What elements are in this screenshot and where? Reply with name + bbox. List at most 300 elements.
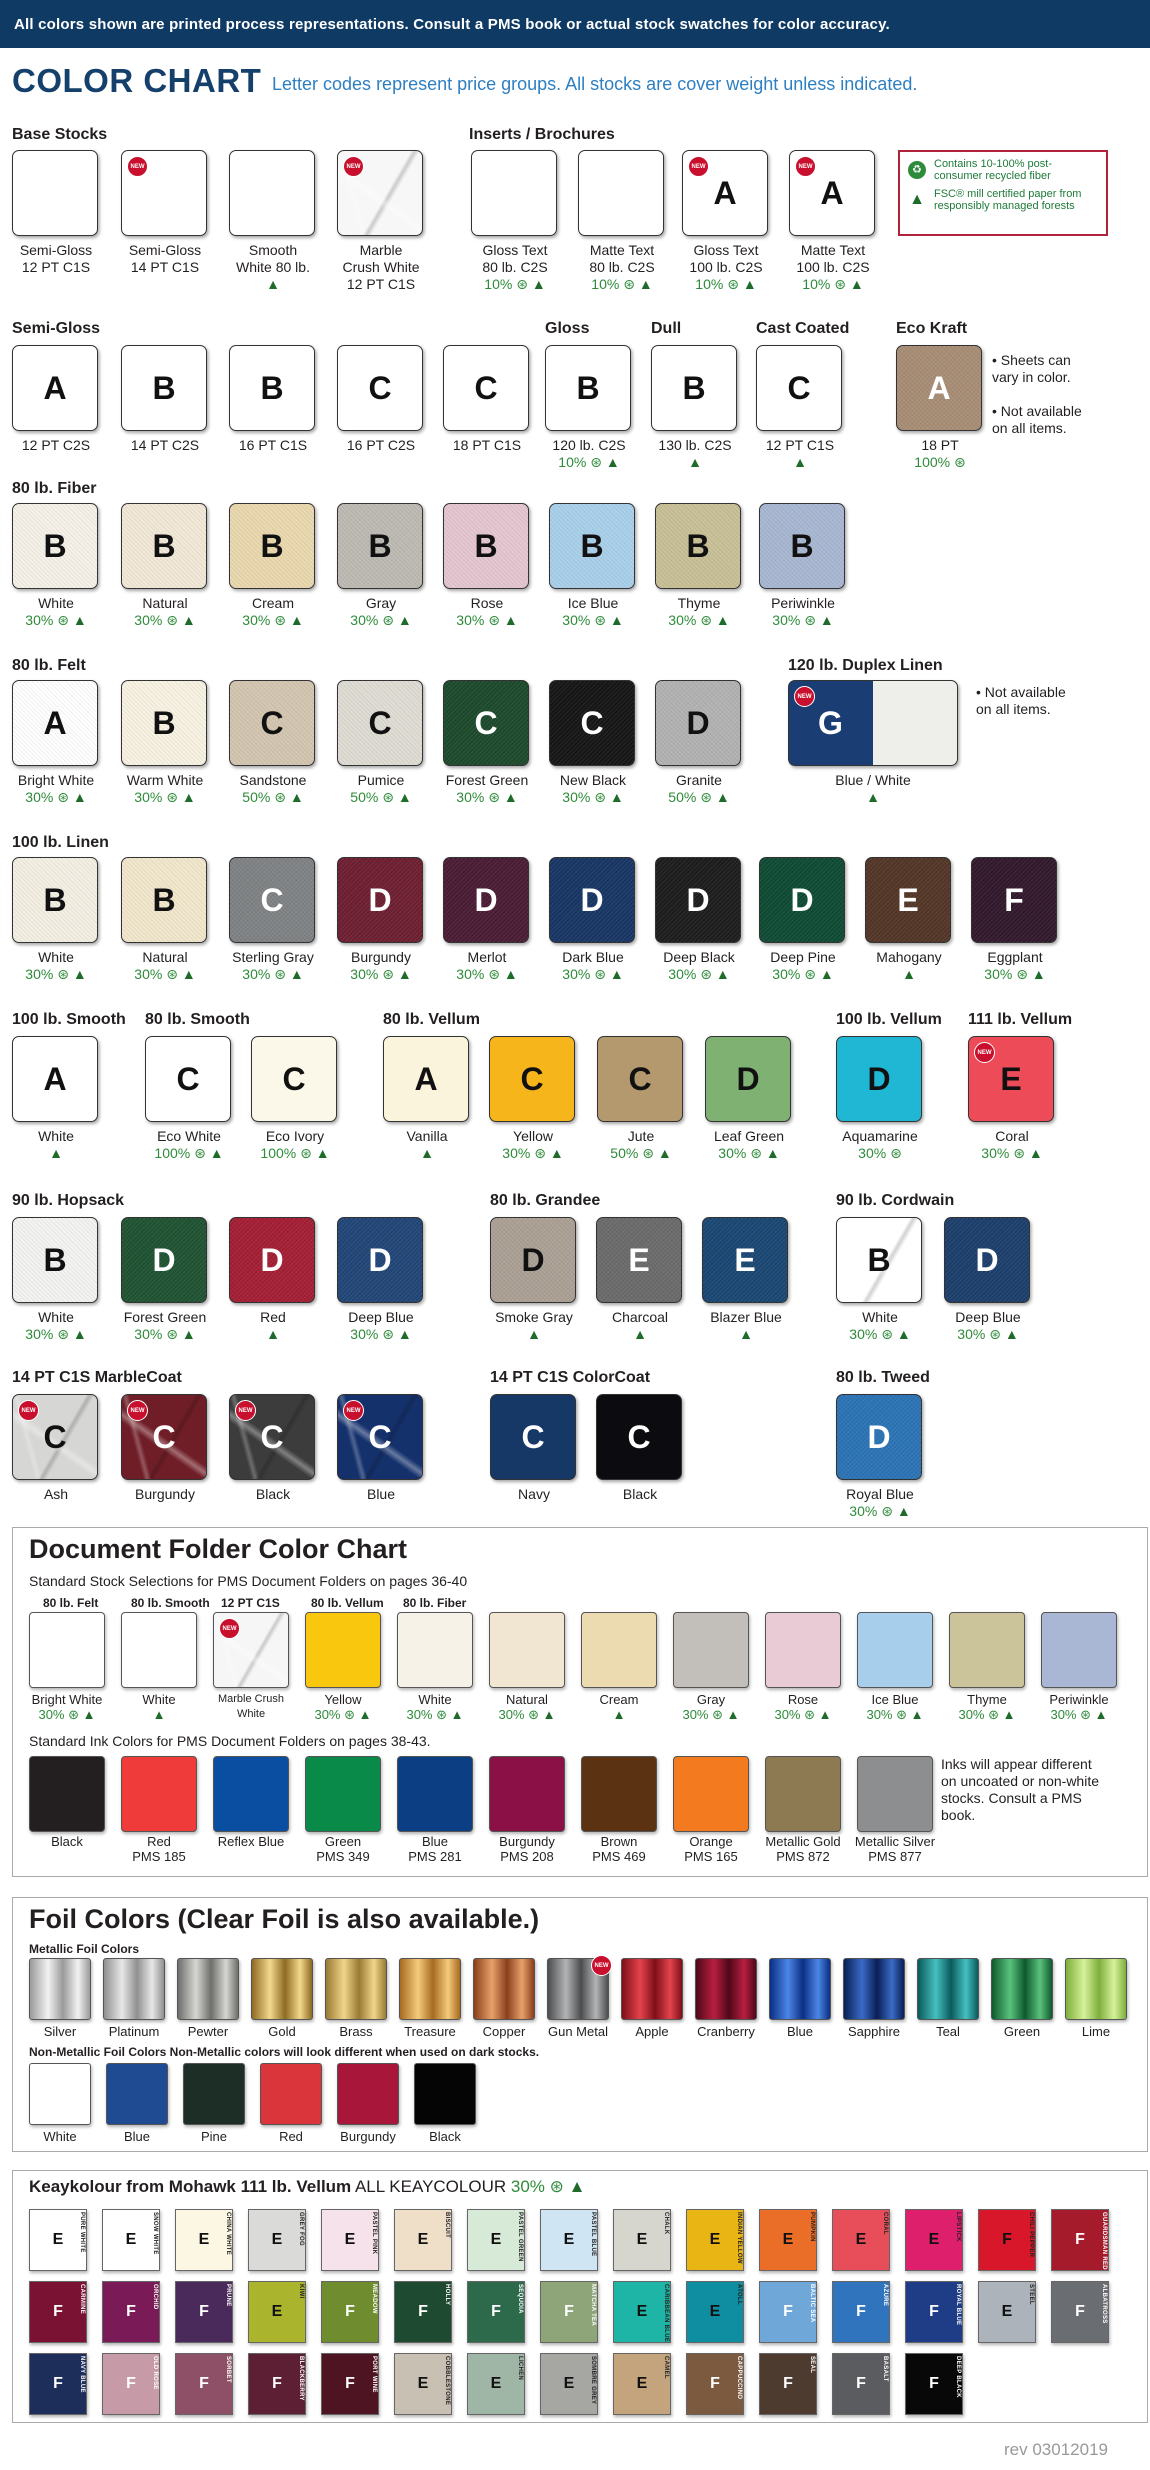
ink-swatch xyxy=(673,1756,749,1832)
keaykolour-name: SNOW WHITE xyxy=(152,2212,158,2255)
recycled-icon: ⊛ xyxy=(1080,1707,1092,1722)
price-group-letter: B xyxy=(43,1241,67,1278)
new-badge: NEW xyxy=(688,156,709,177)
price-group-letter: F xyxy=(564,2303,574,2320)
fsc-tree-icon: ▲ xyxy=(181,1326,196,1342)
ink-name: Green xyxy=(324,1834,362,1849)
price-group-letter: B xyxy=(260,527,284,564)
price-group-letter: F xyxy=(1002,2231,1012,2248)
price-group-letter: B xyxy=(152,881,176,918)
note-line: • Not available xyxy=(992,403,1082,419)
eco-line xyxy=(321,612,441,629)
recycled-percent: 30% xyxy=(134,789,167,805)
stock-name-line: 130 lb. C2S xyxy=(658,437,732,453)
keaykolour-name: DEEP BLACK xyxy=(955,2356,961,2398)
stock-name-line: New Black xyxy=(559,772,627,788)
ink-name: PMS 469 xyxy=(592,1849,646,1864)
fsc-tree-icon: ▲ xyxy=(896,1326,911,1342)
eco-line xyxy=(533,612,653,629)
stock-swatch xyxy=(337,150,423,236)
eco-line xyxy=(847,1707,943,1722)
fsc-tree-icon: ▲ xyxy=(765,1145,780,1161)
doc-stock-name: White xyxy=(142,1692,176,1707)
recycled-icon: ⊛ xyxy=(549,2177,564,2196)
fsc-tree-icon: ▲ xyxy=(742,276,757,292)
recycled-icon: ⊛ xyxy=(590,454,602,470)
stock-label xyxy=(533,595,653,629)
eco-line xyxy=(0,966,116,983)
price-group-letter: E xyxy=(417,2375,429,2392)
recycled-icon: ⊛ xyxy=(594,612,606,628)
recycled-icon: ⊛ xyxy=(881,1503,893,1519)
doc-stock-swatch xyxy=(489,1612,565,1688)
keaykolour-name: CHALK xyxy=(663,2212,669,2235)
price-group-letter: F xyxy=(856,2375,866,2392)
stock-name-line: Matte Text xyxy=(800,242,866,258)
stock-name-line: Charcoal xyxy=(611,1309,669,1325)
foil-label: Platinum xyxy=(108,2024,160,2039)
recycled-percent: 30% xyxy=(134,612,167,628)
stock-name-line: 100 lb. C2S xyxy=(796,259,870,275)
stock-name-line: Sandstone xyxy=(239,772,307,788)
keaykolour-name: PASTEL GREEN xyxy=(517,2212,523,2262)
stock-name-line: Matte Text xyxy=(589,242,655,258)
note-line: • Sheets can xyxy=(992,352,1071,368)
stock-swatch xyxy=(12,1217,98,1303)
section-header: Dull xyxy=(651,320,682,337)
recycled-percent: 30% xyxy=(25,789,58,805)
section-header: 90 lb. Hopsack xyxy=(12,1192,125,1209)
stock-label xyxy=(105,1309,225,1343)
stock-label xyxy=(773,242,893,293)
stock-label xyxy=(580,1309,700,1343)
fsc-tree-icon: ▲ xyxy=(896,1503,911,1519)
doc-stock-label xyxy=(19,1692,115,1722)
stock-name-line: Yellow xyxy=(513,1128,553,1144)
recycled-icon: ⊛ xyxy=(57,789,69,805)
recycled-icon: ⊛ xyxy=(700,966,712,982)
stock-label xyxy=(213,242,333,293)
nonmetallic-foil-swatch xyxy=(106,2063,168,2125)
foil-label: Gold xyxy=(268,2024,296,2039)
stock-name-line: Warm White xyxy=(126,772,204,788)
keaykolour-name: CAPPUCCINO xyxy=(736,2356,742,2400)
stock-swatch xyxy=(443,345,529,431)
stock-label xyxy=(635,437,755,471)
price-group-letter: C xyxy=(282,1060,306,1097)
price-group-letter: D xyxy=(580,881,604,918)
price-group-letter: E xyxy=(734,1241,756,1278)
recycled-percent: 30% xyxy=(456,612,489,628)
ink-label xyxy=(111,1834,207,1864)
foil-label: Teal xyxy=(936,2024,960,2039)
keaykolour-swatch xyxy=(832,2281,890,2343)
section-header: Cast Coated xyxy=(756,320,850,337)
eco-line xyxy=(820,1503,940,1520)
keaykolour-name: NAVY BLUE xyxy=(79,2356,85,2393)
nonmetallic-foil-swatch xyxy=(414,2063,476,2125)
recycled-percent: 30% xyxy=(981,1145,1014,1161)
recycled-percent: 30% xyxy=(406,1707,437,1722)
keaykolour-name: COBBLESTONE xyxy=(444,2356,450,2406)
doc-stock-swatch xyxy=(397,1612,473,1688)
stock-label xyxy=(581,1128,701,1162)
price-group-letter: E xyxy=(417,2231,429,2248)
ink-name: Red xyxy=(147,1834,171,1849)
keay-pct: 30% xyxy=(510,2177,545,2196)
stock-name-line: 16 PT C2S xyxy=(346,437,416,453)
foil-label: Sapphire xyxy=(847,2024,901,2039)
stock-name-line: Gloss Text xyxy=(693,242,759,258)
nonmetallic-foil-swatch xyxy=(260,2063,322,2125)
fsc-tree-icon: ▲ xyxy=(72,966,87,982)
keaykolour-name: PURE WHITE xyxy=(79,2212,85,2253)
keaykolour-swatch xyxy=(613,2209,671,2271)
price-group-letter: D xyxy=(474,881,498,918)
recycled-icon: ⊛ xyxy=(274,966,286,982)
eco-line xyxy=(0,1145,116,1162)
keaykolour-name: AZURE xyxy=(882,2284,888,2307)
recycled-percent: 30% xyxy=(562,966,595,982)
recycled-percent: 30% xyxy=(849,1326,882,1342)
keaykolour-swatch xyxy=(905,2353,963,2415)
stock-name-line: Dark Blue xyxy=(562,949,624,965)
foil-label: Burgundy xyxy=(340,2129,396,2144)
recycled-percent: 10% xyxy=(802,276,835,292)
price-group-letter: E xyxy=(1001,2303,1013,2320)
stock-label xyxy=(820,1128,940,1162)
keaykolour-swatch xyxy=(248,2209,306,2271)
recycled-icon: ⊛ xyxy=(57,1326,69,1342)
stock-name-line: Burgundy xyxy=(351,949,411,965)
stock-swatch xyxy=(597,1036,683,1122)
fsc-tree-icon: ▲ xyxy=(542,1707,556,1722)
price-group-letter: A xyxy=(820,174,844,211)
keaykolour-name: ROYAL BLUE xyxy=(955,2284,961,2326)
stock-swatch xyxy=(489,1036,575,1122)
eco-line xyxy=(955,966,1075,983)
doc-stock-label xyxy=(847,1692,943,1722)
stock-swatch xyxy=(121,150,207,236)
stock-swatch xyxy=(443,680,529,766)
keaykolour-swatch xyxy=(759,2353,817,2415)
ink-note-line: book. xyxy=(941,1807,976,1823)
stock-label xyxy=(0,1486,116,1503)
keay-all: ALL KEAYCOLOUR xyxy=(354,2177,507,2196)
price-group-letter: A xyxy=(43,1060,67,1097)
recycled-percent: 10% xyxy=(695,276,728,292)
section-header: 80 lb. Fiber xyxy=(12,480,97,497)
recycled-icon: ⊛ xyxy=(881,1326,893,1342)
recycled-percent: 10% xyxy=(558,454,591,470)
keaykolour-name: CHINA WHITE xyxy=(225,2212,231,2256)
stock-label xyxy=(0,242,116,276)
price-group-letter: D xyxy=(790,881,814,918)
foil-label: White xyxy=(43,2129,77,2144)
foil-label: Black xyxy=(429,2129,461,2144)
eco-line xyxy=(473,1145,593,1162)
recycled-icon: ⊛ xyxy=(344,1707,356,1722)
recycled-icon: ⊛ xyxy=(166,966,178,982)
keaykolour-swatch xyxy=(394,2353,452,2415)
metallic-foil-swatch xyxy=(769,1958,831,2020)
keaykolour-name: GUARDSMAN RED xyxy=(1101,2212,1107,2270)
stock-swatch xyxy=(251,1036,337,1122)
keaykolour-name: SOMBRE GREY xyxy=(590,2356,596,2405)
eco-recycled-text: Contains 10-100% post-consumer recycled fiber xyxy=(934,158,1053,182)
eco-fsc-text: FSC® mill certified paper from responsibly managed forests xyxy=(934,188,1082,212)
stock-name-line: Natural xyxy=(142,949,188,965)
stock-name-line: Eco Ivory xyxy=(265,1128,325,1144)
price-group-letter: E xyxy=(636,2375,648,2392)
stock-label xyxy=(0,595,116,629)
stock-name-line: White xyxy=(38,1309,74,1325)
price-group-letter: F xyxy=(856,2303,866,2320)
fsc-tree-icon: ▲ xyxy=(688,454,702,470)
availability-note xyxy=(976,684,1066,718)
recycled-percent: 30% xyxy=(350,966,383,982)
price-group-letter: C xyxy=(474,704,498,741)
keaykolour-swatch xyxy=(321,2209,379,2271)
ink-label xyxy=(479,1834,575,1864)
stock-name-line: Forest Green xyxy=(123,1309,207,1325)
price-group-letter: E xyxy=(344,2231,356,2248)
section-header: 100 lb. Smooth xyxy=(12,1011,126,1028)
stock-label xyxy=(580,1486,700,1503)
recycled-percent: 100% xyxy=(154,1145,195,1161)
eco-line xyxy=(105,789,225,806)
stock-swatch xyxy=(337,345,423,431)
note-line: on all items. xyxy=(992,420,1067,436)
price-group-letter: C xyxy=(580,704,604,741)
stock-label xyxy=(427,949,547,983)
eco-line xyxy=(235,1145,355,1162)
keaykolour-swatch xyxy=(1051,2209,1109,2271)
keaykolour-name: CARIBBEAN BLUE xyxy=(663,2284,669,2343)
doc-stock-name: Yellow xyxy=(324,1692,362,1707)
eco-line xyxy=(111,1707,207,1722)
new-badge: NEW xyxy=(591,1955,612,1976)
foil-label: Apple xyxy=(635,2024,669,2039)
recycled-percent: 30% xyxy=(38,1707,69,1722)
doc-stock-swatch xyxy=(581,1612,657,1688)
foil-label: Red xyxy=(279,2129,303,2144)
keaykolour-swatch xyxy=(467,2281,525,2343)
recycled-icon: ⊛ xyxy=(488,612,500,628)
note-line: vary in color. xyxy=(992,369,1071,385)
fsc-tree-icon: ▲ xyxy=(397,612,412,628)
price-group-letter: F xyxy=(783,2303,793,2320)
stock-name-line: Marble xyxy=(359,242,403,258)
keaykolour-name: PRUNE xyxy=(225,2284,231,2307)
keaykolour-swatch xyxy=(832,2209,890,2271)
stock-label xyxy=(321,595,441,629)
stock-name-line: Periwinkle xyxy=(771,595,835,611)
price-group-letter: C xyxy=(43,1418,67,1455)
recycled-icon: ⊛ xyxy=(1016,966,1028,982)
recycled-icon: ⊛ xyxy=(274,612,286,628)
price-group-letter: C xyxy=(474,369,498,406)
ink-swatch xyxy=(305,1756,381,1832)
keaykolour-swatch xyxy=(759,2281,817,2343)
fsc-tree-icon: ▲ xyxy=(397,966,412,982)
stock-label xyxy=(813,772,933,806)
doc-stock-swatch xyxy=(765,1612,841,1688)
eco-line xyxy=(295,1707,391,1722)
recycled-percent: 10% xyxy=(484,276,517,292)
fsc-tree-icon: ▲ xyxy=(49,1145,63,1161)
keaykolour-name: PASTEL PINK xyxy=(371,2212,377,2255)
stock-swatch xyxy=(471,150,557,236)
recycled-icon: ⊛ xyxy=(534,1145,546,1161)
stock-swatch xyxy=(12,857,98,943)
price-group-letter: A xyxy=(713,174,737,211)
fsc-tree-icon: ▲ xyxy=(1094,1707,1108,1722)
section-header: Base Stocks xyxy=(12,126,108,143)
price-group-letter: F xyxy=(418,2303,428,2320)
stock-swatch xyxy=(549,503,635,589)
doc-stock-name: White xyxy=(236,1708,266,1720)
price-group-letter: E xyxy=(563,2231,575,2248)
keaykolour-name: HOLLY xyxy=(444,2284,450,2306)
new-badge: NEW xyxy=(343,1400,364,1421)
stock-label xyxy=(0,949,116,983)
stock-swatch xyxy=(836,1394,922,1480)
eco-line xyxy=(455,276,575,293)
ink-name: PMS 349 xyxy=(316,1849,370,1864)
price-group-letter: E xyxy=(198,2231,210,2248)
stock-name-line: Eco White xyxy=(157,1128,221,1144)
price-group-letter: E xyxy=(271,2303,283,2320)
stock-name-line: Vanilla xyxy=(406,1128,448,1144)
recycled-icon: ⊛ xyxy=(194,1145,206,1161)
keaykolour-swatch xyxy=(759,2209,817,2271)
stock-name-line: Aquamarine xyxy=(842,1128,918,1144)
price-group-letter: E xyxy=(636,2231,648,2248)
metallic-foil-swatch xyxy=(547,1958,609,2020)
stock-swatch xyxy=(545,345,631,431)
stock-swatch xyxy=(121,1394,207,1480)
keay-title: Keaykolour from Mohawk 111 lb. Vellum xyxy=(29,2177,352,2196)
recycled-percent: 30% xyxy=(958,1707,989,1722)
ink-name: Reflex Blue xyxy=(217,1834,285,1849)
eco-line xyxy=(773,276,893,293)
doc-stock-label xyxy=(939,1692,1035,1722)
fsc-tree-icon: ▲ xyxy=(910,1707,924,1722)
eco-line xyxy=(581,1145,701,1162)
doc-stock-swatch xyxy=(673,1612,749,1688)
recycled-icon: ⊛ xyxy=(1013,1145,1025,1161)
price-group-letter: C xyxy=(368,704,392,741)
doc-stock-swatch xyxy=(121,1612,197,1688)
ink-swatch xyxy=(489,1756,565,1832)
metallic-foil-swatch xyxy=(1065,1958,1127,2020)
price-group-letter: F xyxy=(345,2303,355,2320)
new-badge: NEW xyxy=(127,1400,148,1421)
disclaimer-banner: All colors shown are printed process representations. Consult a PMS book or actual stock swatches for color accuracy. xyxy=(0,0,1150,48)
fsc-tree-icon: ▲ xyxy=(266,276,280,292)
stock-label xyxy=(105,772,225,806)
stock-label xyxy=(928,1309,1048,1343)
keaykolour-name: INDIAN YELLOW xyxy=(736,2212,742,2264)
recycled-icon: ⊛ xyxy=(700,612,712,628)
recycled-percent: 30% xyxy=(456,789,489,805)
keaykolour-swatch xyxy=(540,2281,598,2343)
recycled-percent: 30% xyxy=(772,966,805,982)
stock-name-line: 14 PT C1S xyxy=(130,259,200,275)
new-badge: NEW xyxy=(974,1042,995,1063)
stock-label xyxy=(952,1128,1072,1162)
keaykolour-swatch xyxy=(175,2209,233,2271)
price-group-letter: F xyxy=(126,2303,136,2320)
fsc-tree-icon: ▲ xyxy=(531,276,546,292)
eco-line xyxy=(213,1326,333,1343)
stock-swatch xyxy=(337,503,423,589)
recycled-icon: ⊛ xyxy=(528,1707,540,1722)
price-group-letter: E xyxy=(855,2231,867,2248)
recycled-icon: ⊛ xyxy=(988,1707,1000,1722)
keaykolour-swatch xyxy=(175,2353,233,2415)
eco-line xyxy=(571,1707,667,1722)
eco-legend xyxy=(898,150,1108,236)
stock-name-line: Blue / White xyxy=(835,772,911,788)
fsc-tree-icon: ▲ xyxy=(181,966,196,982)
stock-swatch xyxy=(229,345,315,431)
fsc-tree-icon: ▲ xyxy=(72,789,87,805)
eco-line xyxy=(0,789,116,806)
ink-name: Blue xyxy=(421,1834,449,1849)
price-group-letter: B xyxy=(790,527,814,564)
price-group-letter: D xyxy=(686,881,710,918)
recycled-percent: 30% xyxy=(25,966,58,982)
price-group-letter: F xyxy=(491,2303,501,2320)
doc-stock-label xyxy=(203,1692,299,1722)
stock-label xyxy=(740,437,860,471)
document-folder-panel xyxy=(12,1527,1148,1877)
stock-label xyxy=(321,1309,441,1343)
eco-line xyxy=(639,966,759,983)
stock-swatch xyxy=(944,1217,1030,1303)
keaykolour-swatch xyxy=(467,2209,525,2271)
stock-swatch xyxy=(971,857,1057,943)
recycled-percent: 30% xyxy=(668,612,701,628)
eco-line xyxy=(367,1145,487,1162)
price-group-letter: A xyxy=(43,369,67,406)
ink-label xyxy=(847,1834,943,1864)
stock-swatch xyxy=(12,150,98,236)
recycled-percent: 30% xyxy=(772,612,805,628)
eco-line xyxy=(213,966,333,983)
nonmetallic-foil-header xyxy=(29,2045,539,2059)
stock-swatch xyxy=(836,1217,922,1303)
keaykolour-name: STEEL xyxy=(1028,2284,1034,2305)
stock-name-line: Cream xyxy=(251,595,294,611)
keaykolour-swatch xyxy=(613,2281,671,2343)
fsc-tree-icon: ▲ xyxy=(633,1326,647,1342)
stock-name-line: White xyxy=(38,1128,74,1144)
price-group-letter: D xyxy=(368,1241,392,1278)
foil-label: Pewter xyxy=(187,2024,229,2039)
stock-swatch xyxy=(229,503,315,589)
metallic-foil-swatch xyxy=(177,1958,239,2020)
keay-title-row xyxy=(29,2177,585,2197)
price-group-letter: C xyxy=(368,369,392,406)
keaykolour-swatch xyxy=(613,2353,671,2415)
keaykolour-swatch xyxy=(29,2281,87,2343)
fsc-tree-icon: ▲ xyxy=(909,191,925,208)
keaykolour-swatch xyxy=(321,2281,379,2343)
eco-line xyxy=(474,1326,594,1343)
